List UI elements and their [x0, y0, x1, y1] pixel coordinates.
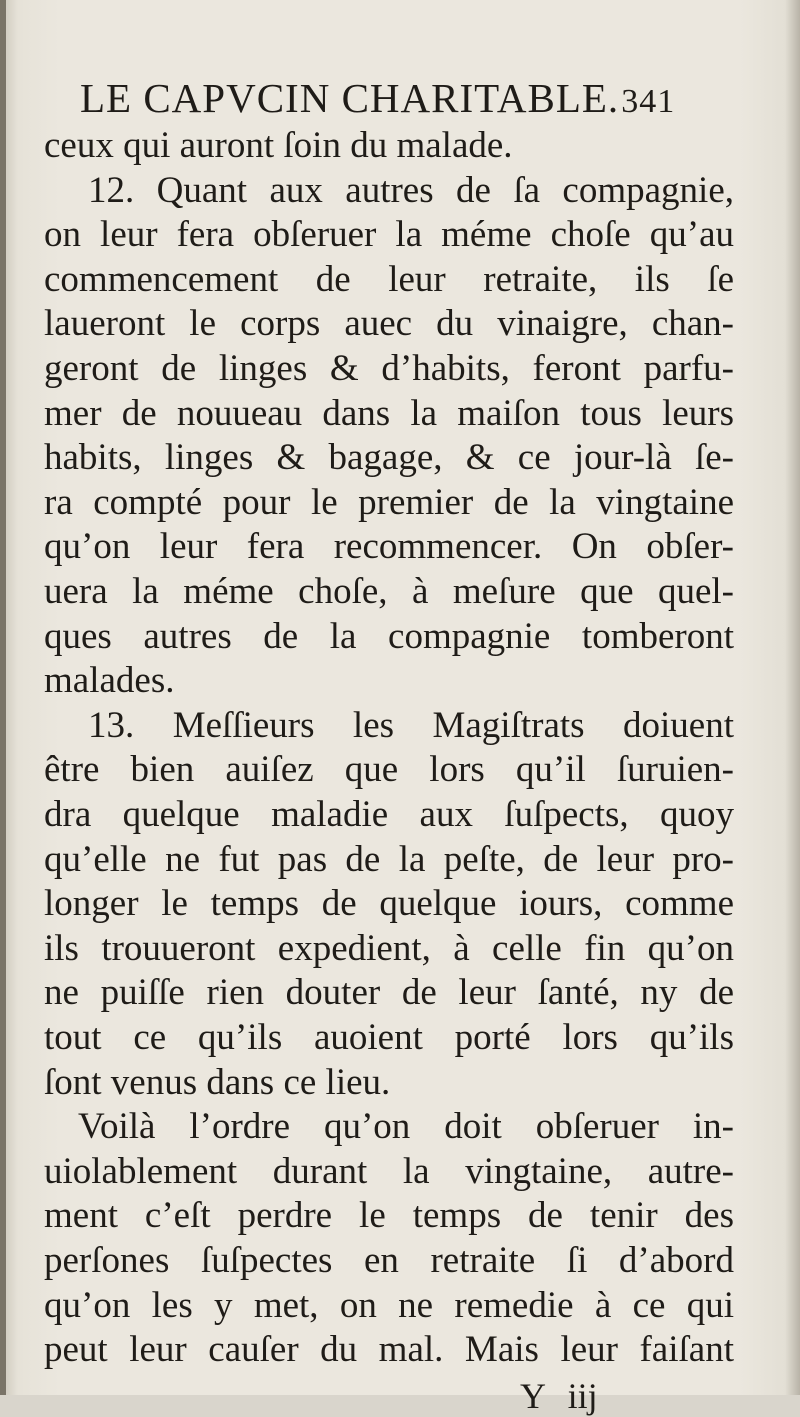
- text-line: qu’on leur fera recommencer. On obſer-: [44, 526, 734, 567]
- text-line: ils trouueront expedient, à celle fin qu’on: [44, 928, 734, 969]
- text-line: geront de linges & d’habits, feront parfu-: [44, 348, 734, 389]
- text-line: ra compté pour le premier de la vingtaine: [44, 482, 734, 523]
- text-line: laueront le corps auec du vinaigre, chan-: [44, 303, 734, 344]
- text-line: ſont venus dans ce lieu.: [44, 1062, 391, 1103]
- running-head-title: LE CAPVCIN CHARITABLE.: [80, 75, 620, 121]
- text-line: qu’elle ne fut pas de la peſte, de leur pro-: [44, 839, 734, 880]
- text-line: 13. Meſſieurs les Magiſtrats doiuent: [88, 705, 734, 746]
- text-line: commencement de leur retraite, ils ſe: [44, 259, 734, 300]
- page-left-edge: [0, 0, 6, 1395]
- text-line: 12. Quant aux autres de ſa compagnie,: [88, 170, 734, 211]
- page-number: 341: [621, 83, 676, 120]
- text-line: perſones ſuſpectes en retraite ſi d’abord: [44, 1240, 734, 1281]
- text-line: tout ce qu’ils auoient porté lors qu’ils: [44, 1017, 734, 1058]
- running-head: [80, 74, 730, 126]
- text-line: mer de nouueau dans la maiſon tous leurs: [44, 393, 734, 434]
- text-line: dra quelque maladie aux ſuſpects, quoy: [44, 794, 734, 835]
- text-line: ceux qui auront ſoin du malade.: [44, 125, 513, 166]
- text-line: malades.: [44, 660, 175, 701]
- text-line: longer le temps de quelque iours, comme: [44, 883, 734, 924]
- text-line: uiolablement durant la vingtaine, autre-: [44, 1151, 734, 1192]
- text-line: uera la méme choſe, à meſure que quel-: [44, 571, 734, 612]
- text-line: ment c’eſt perdre le temps de tenir des: [44, 1195, 734, 1236]
- signature-mark: Y iij: [520, 1376, 598, 1416]
- text-line: habits, linges & bagage, & ce jour-là ſe-: [44, 437, 734, 478]
- text-line: ne puiſſe rien douter de leur ſanté, ny de: [44, 972, 734, 1013]
- text-line: Voilà l’ordre qu’on doit obſeruer in-: [78, 1106, 734, 1147]
- text-line: qu’on les y met, on ne remedie à ce qui: [44, 1285, 734, 1326]
- text-line: on leur fera obſeruer la méme choſe qu’au: [44, 214, 734, 255]
- text-line: être bien auiſez que lors qu’il ſuruien-: [44, 749, 734, 790]
- text-line: ques autres de la compagnie tomberont: [44, 616, 734, 657]
- text-line: peut leur cauſer du mal. Mais leur faiſant: [44, 1329, 734, 1370]
